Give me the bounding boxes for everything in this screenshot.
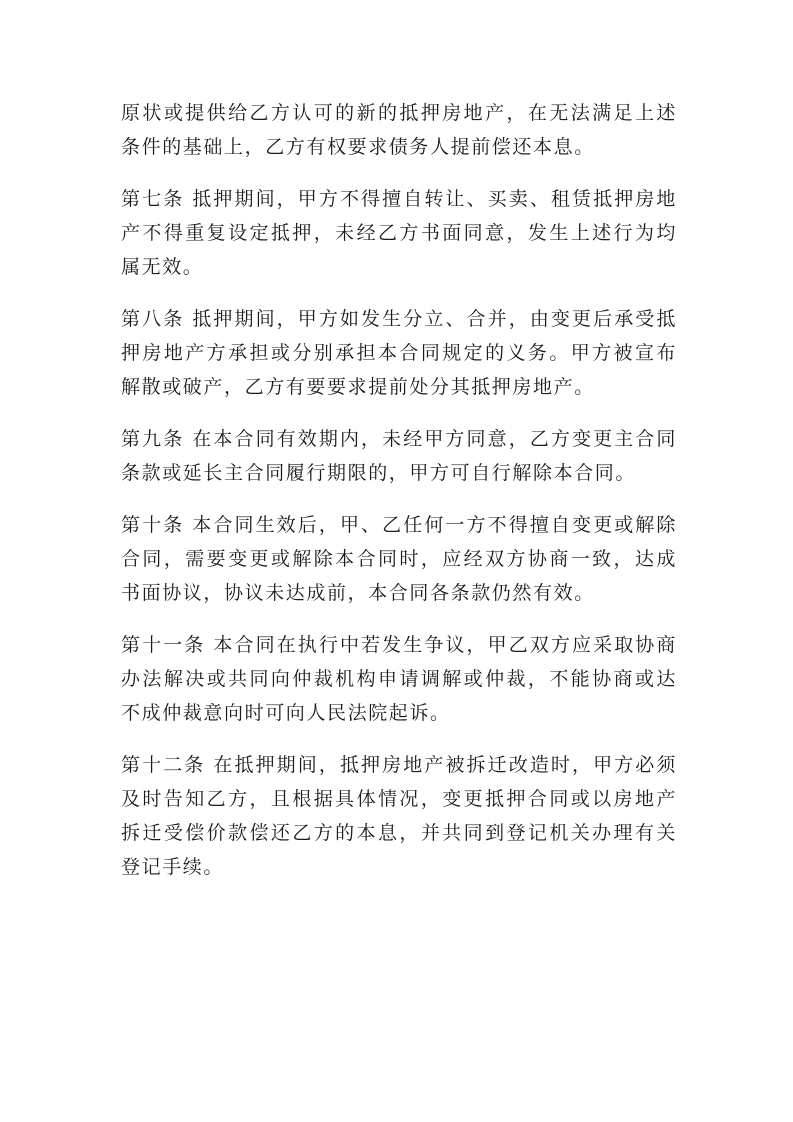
article-number: 第十二条 xyxy=(121,754,206,776)
paragraph-text: 原状或提供给乙方认可的新的抵押房地产，在无法满足上述条件的基础上，乙方有权要求债务人提前偿还本息。 xyxy=(121,102,677,158)
paragraph-text: 本合同生效后，甲、乙任何一方不得擅自变更或解除合同，需要变更或解除本合同时，应经双方协商一致，达成书面协议，协议未达成前，本合同各条款仍然有效。 xyxy=(121,514,677,604)
article-12 xyxy=(121,748,677,884)
paragraph-text: 抵押期间，甲方不得擅自转让、买卖、租赁抵押房地产不得重复设定抵押，未经乙方书面同意，发生上述行为均属无效。 xyxy=(121,188,677,278)
article-number: 第九条 xyxy=(121,428,185,450)
paragraph-continuation xyxy=(121,96,677,164)
article-10 xyxy=(121,508,677,610)
paragraph-text: 在抵押期间，抵押房地产被拆迁改造时，甲方必须及时告知乙方，且根据具体情况，变更抵押合同或以房地产拆迁受偿价款偿还乙方的本息，并共同到登记机关办理有关登记手续。 xyxy=(121,754,677,878)
paragraph-text: 在本合同有效期内，未经甲方同意，乙方变更主合同条款或延长主合同履行期限的，甲方可自行解除本合同。 xyxy=(121,428,677,484)
article-number: 第七条 xyxy=(121,188,185,210)
document-body xyxy=(121,96,677,902)
article-11 xyxy=(121,628,677,730)
paragraph-text: 本合同在执行中若发生争议，甲乙双方应采取协商办法解决或共同向仲裁机构申请调解或仲裁，不能协商或达不成仲裁意向时可向人民法院起诉。 xyxy=(121,634,677,724)
article-number: 第八条 xyxy=(121,308,185,330)
paragraph-text: 抵押期间，甲方如发生分立、合并，由变更后承受抵押房地产方承担或分别承担本合同规定的义务。甲方被宣布解散或破产，乙方有要要求提前处分其抵押房地产。 xyxy=(121,308,677,398)
article-8 xyxy=(121,302,677,404)
article-number: 第十条 xyxy=(121,514,185,536)
article-number: 第十一条 xyxy=(121,634,206,656)
article-7 xyxy=(121,182,677,284)
article-9 xyxy=(121,422,677,490)
